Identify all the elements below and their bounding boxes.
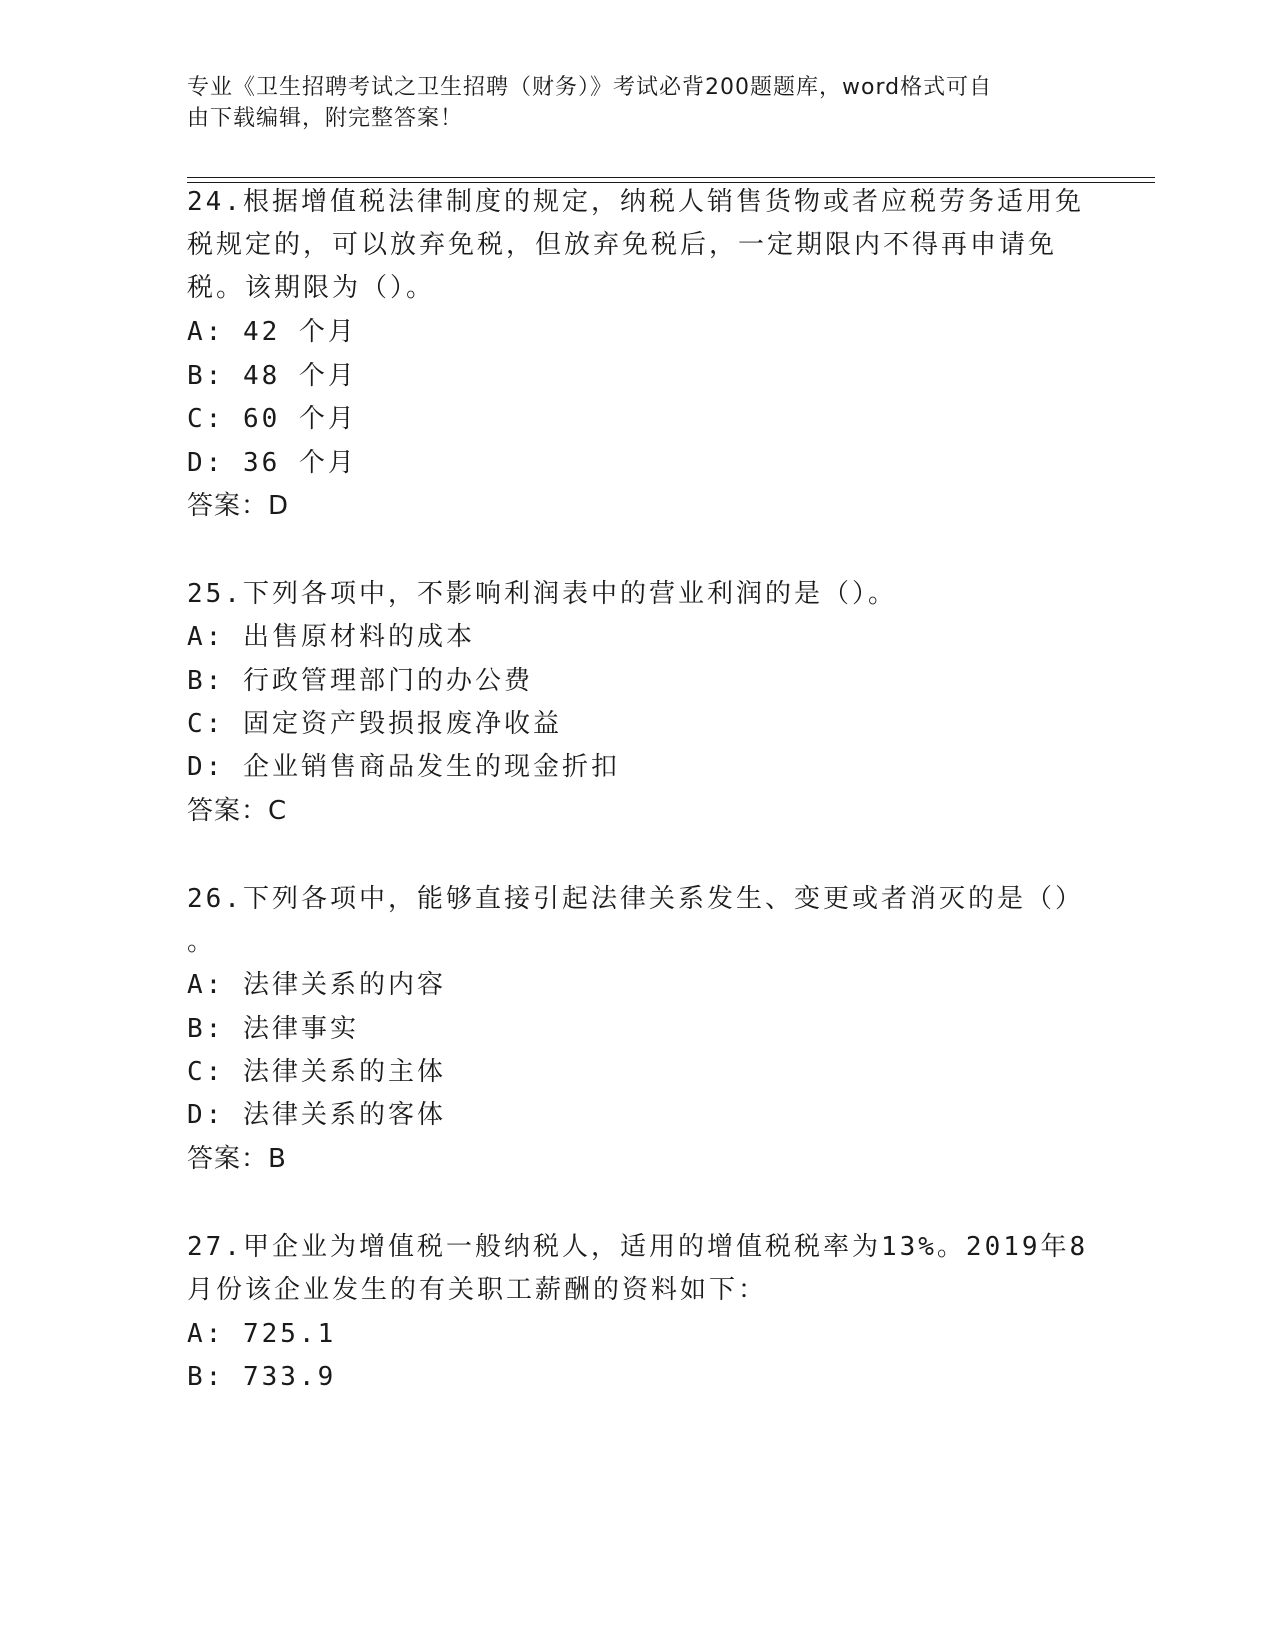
question-27-stem-line-2: 月份该企业发生的有关职工薪酬的资料如下： [187, 1275, 768, 1305]
question-27-option-a: A: 725.1 [187, 1319, 337, 1349]
question-25-option-b: B: 行政管理部门的办公费 [187, 666, 533, 696]
question-25-option-d: D: 企业销售商品发生的现金折扣 [187, 752, 620, 782]
question-27-stem-line-1: 27.甲企业为增值税一般纳税人，适用的增值税税率为13%。2019年8 [187, 1232, 1089, 1262]
header-rule-bottom [187, 182, 1155, 183]
question-24-option-d: D: 36 个月 [187, 448, 357, 478]
question-26-option-d: D: 法律关系的客体 [187, 1100, 446, 1130]
question-24-stem-line-3: 税。该期限为（）。 [187, 273, 436, 303]
question-24-answer: 答案：D [187, 491, 290, 521]
header-line-1: 专业《卫生招聘考试之卫生招聘（财务）》考试必背200题题库，word格式可自 [187, 75, 993, 100]
question-26-option-a: A: 法律关系的内容 [187, 970, 446, 1000]
question-25-stem-line-1: 25.下列各项中，不影响利润表中的营业利润的是（）。 [187, 579, 897, 609]
header-rule-top [187, 177, 1155, 178]
question-26-answer: 答案：B [187, 1144, 287, 1174]
question-24-stem-line-2: 税规定的，可以放弃免税，但放弃免税后，一定期限内不得再申请免 [187, 230, 1058, 260]
question-25-option-a: A: 出售原材料的成本 [187, 622, 475, 652]
question-26-stem-line-1: 26.下列各项中，能够直接引起法律关系发生、变更或者消灭的是（） [187, 884, 1084, 914]
question-24-option-a: A: 42 个月 [187, 317, 357, 347]
question-25-option-c: C: 固定资产毁损报废净收益 [187, 709, 562, 739]
question-26-stem-line-2: 。 [187, 927, 217, 957]
header-line-2: 由下载编辑，附完整答案！ [187, 106, 464, 131]
question-27-option-b: B: 733.9 [187, 1362, 337, 1392]
question-26-option-b: B: 法律事实 [187, 1014, 359, 1044]
question-24-option-c: C: 60 个月 [187, 404, 357, 434]
question-26-option-c: C: 法律关系的主体 [187, 1057, 446, 1087]
question-24-stem-line-1: 24.根据增值税法律制度的规定，纳税人销售货物或者应税劳务适用免 [187, 187, 1084, 217]
question-25-answer: 答案：C [187, 796, 288, 826]
document-header [187, 72, 1067, 134]
question-24-option-b: B: 48 个月 [187, 361, 357, 391]
